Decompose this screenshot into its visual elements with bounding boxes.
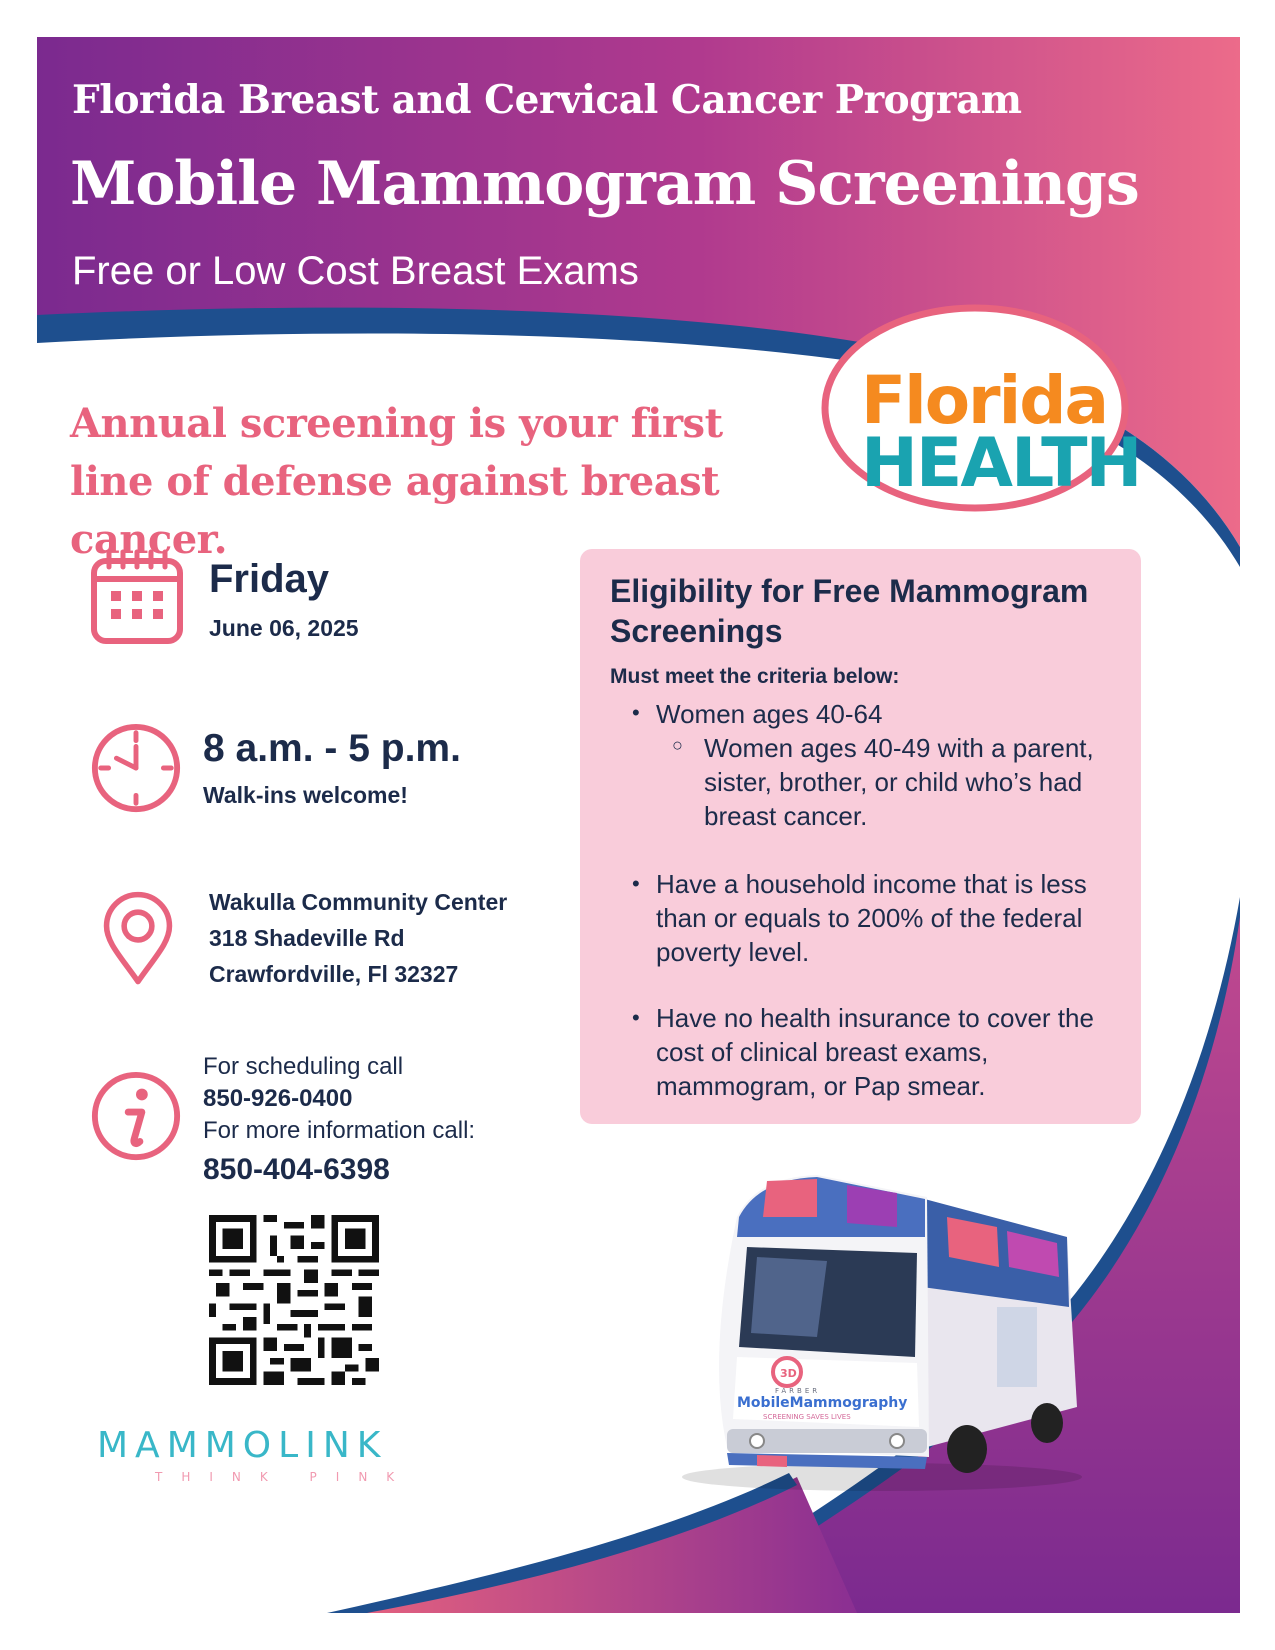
page-title: Mobile Mammogram Screenings xyxy=(70,149,1139,219)
more-info-phone[interactable]: 850-404-6398 xyxy=(203,1153,390,1186)
sub-bullet-icon: ○ xyxy=(672,735,683,755)
event-day: Friday xyxy=(209,557,330,601)
mammolink-name: MAMMOLINK xyxy=(97,1425,388,1466)
program-name: Florida Breast and Cervical Cancer Program xyxy=(72,77,1022,123)
eligibility-item-income: Have a household income that is less than or equals to 200% of the federal poverty level. xyxy=(656,869,1087,967)
bus-sign-brand: FARBER xyxy=(775,1387,821,1395)
eligibility-item-insurance: Have no health insurance to cover the cost of clinical breast exams, mammogram, or Pap smear. xyxy=(656,1003,1094,1101)
location-city: Crawfordville, Fl 32327 xyxy=(209,961,459,987)
eligibility-item-age: Women ages 40-64 xyxy=(656,699,883,729)
flyer xyxy=(37,37,1240,1613)
event-date: June 06, 2025 xyxy=(209,615,359,641)
eligibility-title: Eligibility for Free Mammogram Screenings xyxy=(610,573,1089,649)
florida-health-logo-line2: HEALTH xyxy=(861,424,1141,503)
location-pin-icon xyxy=(101,889,175,989)
mammolink-tagline: THINK PINK xyxy=(155,1470,414,1484)
scheduling-phone[interactable]: 850-926-0400 xyxy=(203,1085,353,1112)
bullet-icon: • xyxy=(632,1005,640,1030)
clock-icon xyxy=(89,721,183,815)
florida-health-logo-line1: Florida xyxy=(861,362,1108,439)
location-name: Wakulla Community Center xyxy=(209,889,508,915)
bus-sign-title: MobileMammography xyxy=(737,1395,908,1411)
bus-sign-badge: 3D xyxy=(780,1367,797,1380)
page-subtitle: Free or Low Cost Breast Exams xyxy=(72,249,639,293)
calendar-icon xyxy=(89,547,185,647)
bullet-icon: • xyxy=(632,871,640,896)
more-info-label: For more information call: xyxy=(203,1117,476,1144)
walkins-note: Walk-ins welcome! xyxy=(203,782,408,808)
eligibility-panel xyxy=(580,549,1141,1124)
event-hours: 8 a.m. - 5 p.m. xyxy=(203,727,461,770)
eligibility-must: Must meet the criteria below: xyxy=(610,665,900,688)
tagline: Annual screening is your first line of defense against breast cancer. xyxy=(70,400,723,563)
mammolink-logo xyxy=(97,1417,477,1487)
location-street: 318 Shadeville Rd xyxy=(209,925,405,951)
eligibility-subitem-family: Women ages 40-49 with a parent, sister, brother, or child who’s had breast cancer. xyxy=(704,733,1094,831)
info-icon xyxy=(89,1069,183,1163)
qr-code[interactable] xyxy=(209,1215,379,1385)
bus-sign-slogan: SCREENING SAVES LIVES xyxy=(763,1413,851,1421)
bullet-icon: • xyxy=(632,700,640,725)
scheduling-label: For scheduling call xyxy=(203,1053,404,1080)
mobile-mammography-bus-image xyxy=(667,1157,1097,1497)
